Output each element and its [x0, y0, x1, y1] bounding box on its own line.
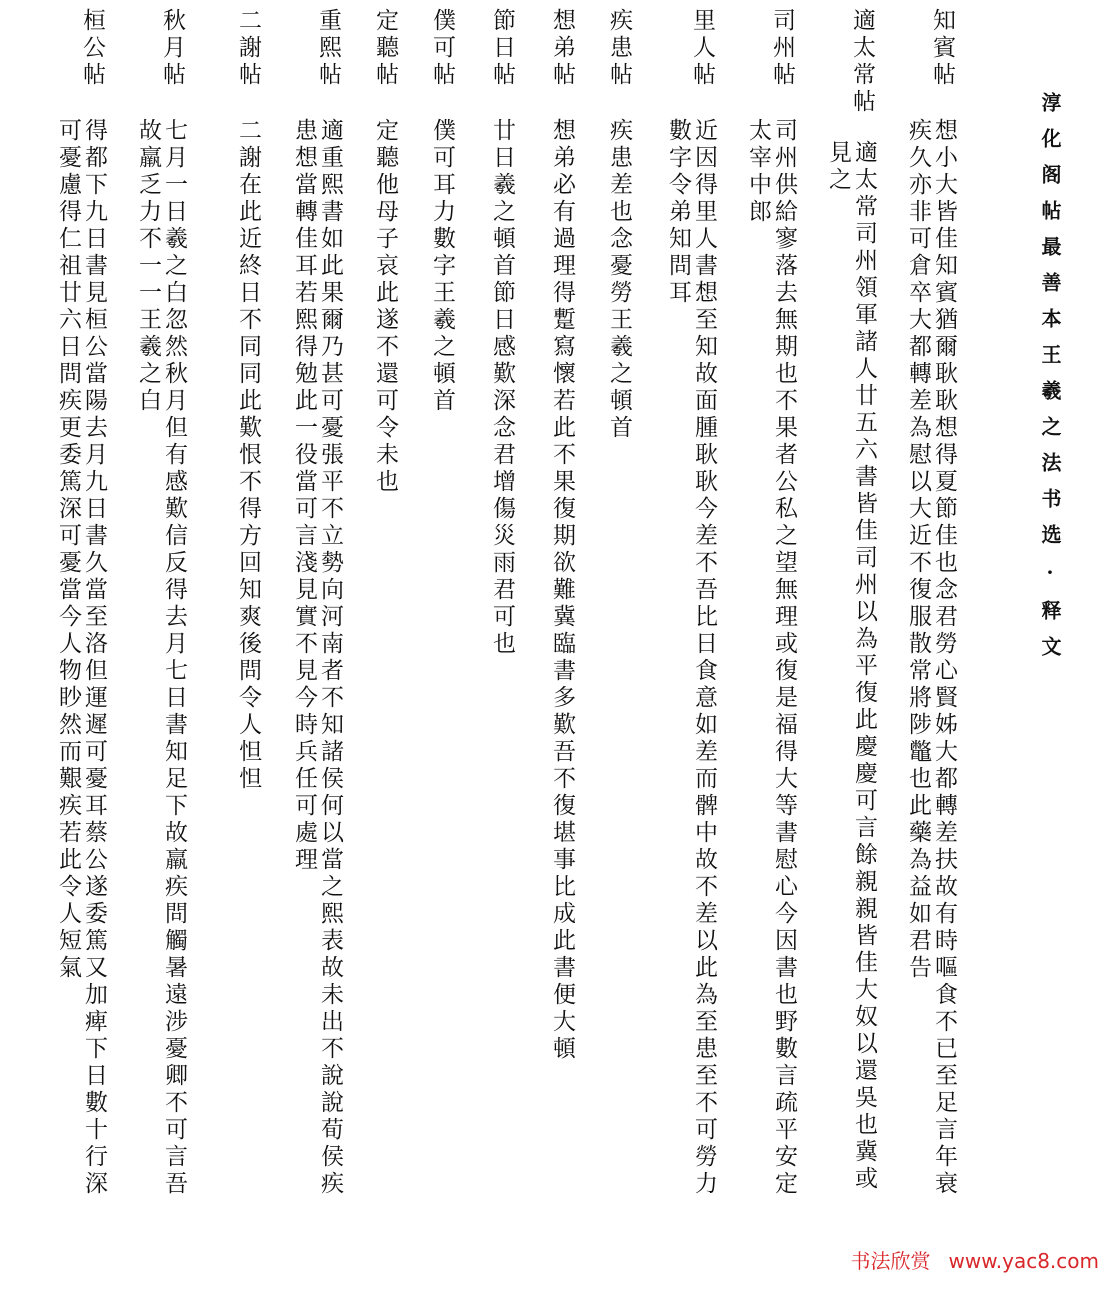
letter-liren-line-1: 近因得里人書想至知故面腫耿耿今差不吾比日食意如差而髀中故不差以此為至患至不可勞力 [691, 118, 717, 1198]
letter-shitaichang-line-1: 適太常司州領軍諸人廿五六書皆佳司州以為平復此慶慶可言餘親親皆佳大奴以還吳也冀或 [851, 140, 877, 1193]
letter-title-xiangdi: 想弟帖 [549, 8, 575, 89]
letter-chongxi-line-1: 適重熙書如此果爾乃甚可憂張平不立勢向河南者不知諸侯何以當之熙表故未出不說說荀侯疾 [317, 118, 343, 1198]
letter-title-sizhou: 司州帖 [769, 8, 795, 89]
letter-huangong-line-1: 得都下九日書見桓公當陽去月九日書久當至洛但運遲可憂耳蔡公遂委篤又加痺下日數十行深 [81, 118, 107, 1198]
letter-title-jieri: 節日帖 [489, 8, 515, 89]
letter-shitaichang-line-2: 見之 [825, 140, 851, 194]
letter-liren-line-2: 數字令弟知問耳 [665, 118, 691, 307]
letter-title-puke: 僕可帖 [429, 8, 455, 89]
letter-zhibin-line-2: 疾久亦非可倉卒大都轉差為慰以大近不復服散常將陟鼈也此藥為益如君告 [905, 118, 931, 982]
site-url[interactable]: www.yac8.com [948, 1249, 1099, 1273]
letter-title-zhibin: 知賓帖 [929, 8, 955, 89]
letter-title-shitaichang: 適太常帖 [849, 8, 875, 116]
letter-sizhou-line-1: 司州供給寥落去無期也不果者公私之望無理或復是福得大等書慰心今因書也野數言疏平安定 [771, 118, 797, 1198]
letter-title-huangong: 桓公帖 [79, 8, 105, 89]
letter-huangong-line-2: 可憂慮得仁祖廿六日問疾更委篤深可憂當今人物眇然而艱疾若此令人短氣 [55, 118, 81, 982]
letter-jieri-line-1: 廿日羲之頓首節日感歎深念君增傷災雨君可也 [489, 118, 515, 658]
letter-title-chongxi: 重熙帖 [315, 8, 341, 89]
letter-jihuan-line-1: 疾患差也念憂勞王羲之頓首 [606, 118, 632, 442]
site-name: 书法欣赏 [850, 1249, 931, 1273]
letter-title-erxie: 二謝帖 [235, 8, 261, 89]
letter-chongxi-line-2: 患想當轉佳耳若熙得勉此一役當可言淺見實不見今時兵任可處理 [291, 118, 317, 874]
page-side-title: 淳化阁帖最善本王羲之法书选·释文 [1038, 92, 1062, 672]
letter-erxie-line-1: 二謝在此近終日不同同此歎恨不得方回知爽後問令人怛怛 [235, 118, 261, 793]
letter-title-jihuan: 疾患帖 [606, 8, 632, 89]
letter-sizhou-line-2: 太宰中郎 [745, 118, 771, 226]
letter-qiuyue-line-1: 七月一日羲之白忽然秋月但有感歎信反得去月七日書知足下故羸疾問觸暑遠涉憂卿不可言吾 [161, 118, 187, 1198]
letter-puke-line-1: 僕可耳力數字王羲之頓首 [429, 118, 455, 415]
letter-qiuyue-line-2: 故羸乏力不一一王羲之白 [135, 118, 161, 415]
site-watermark [851, 1245, 1099, 1274]
letter-title-dingting: 定聽帖 [372, 8, 398, 89]
letter-dingting-line-1: 定聽他母子哀此遂不還可令未也 [372, 118, 398, 496]
letter-title-liren: 里人帖 [689, 8, 715, 89]
letter-title-qiuyue: 秋月帖 [159, 8, 185, 89]
letter-xiangdi-line-1: 想弟必有過理得蹔寫懷若此不果復期欲難冀臨書多歎吾不復堪事比成此書便大頓 [549, 118, 575, 1063]
letter-zhibin-line-1: 想小大皆佳知賓猶爾耿耿想得夏節佳也念君勞心賢姊大都轉差扶故有時嘔食不已至足言年衰 [931, 118, 957, 1198]
